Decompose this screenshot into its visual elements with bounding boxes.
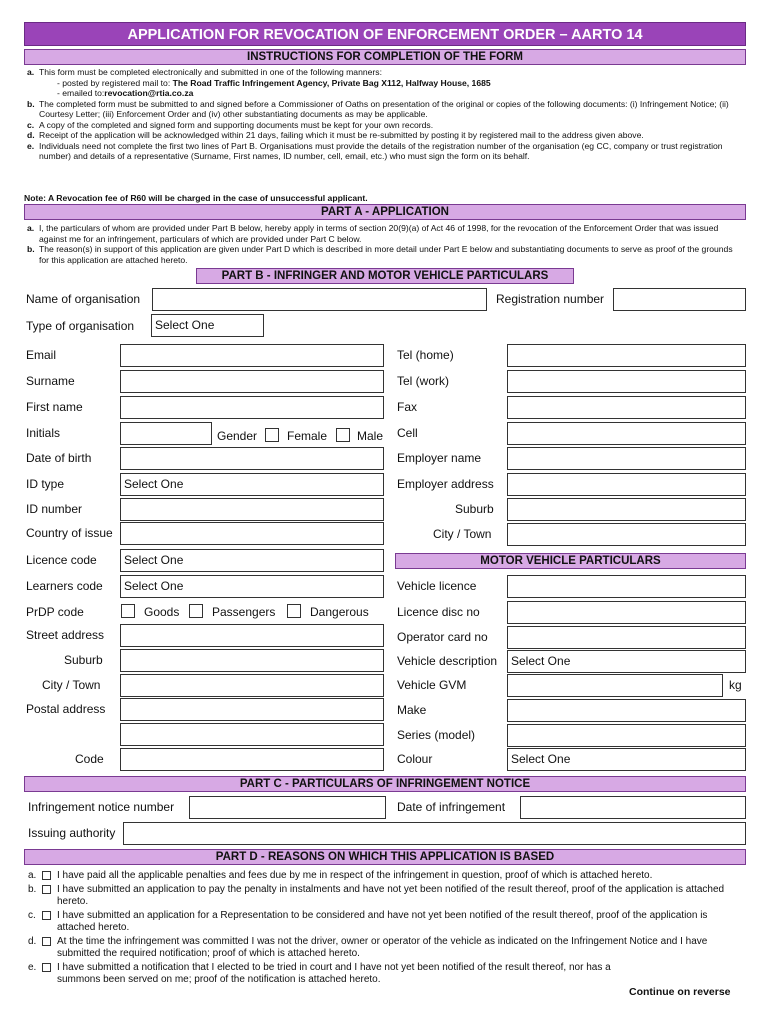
series-model-input[interactable] xyxy=(507,724,746,747)
part-d-heading: PART D - REASONS ON WHICH THIS APPLICATION IS BASED xyxy=(24,849,746,865)
type-of-organisation-select[interactable]: Select One xyxy=(151,314,264,337)
instruction-a-email: - emailed to:revocation@rtia.co.za xyxy=(57,88,194,98)
continue-on-reverse: Continue on reverse xyxy=(629,986,731,998)
instruction-b-key: b. xyxy=(27,98,35,109)
instructions-list xyxy=(27,67,745,162)
employer-city-town-input[interactable] xyxy=(507,523,746,546)
vehicle-description-label: Vehicle description xyxy=(397,654,498,668)
reason-c-checkbox[interactable] xyxy=(42,911,51,920)
fax-input[interactable] xyxy=(507,396,746,419)
reason-d-key: d. xyxy=(28,936,37,947)
email-input[interactable] xyxy=(120,344,384,367)
reason-e-checkbox[interactable] xyxy=(42,963,51,972)
country-of-issue-input[interactable] xyxy=(120,522,384,545)
name-of-organisation-input[interactable] xyxy=(152,288,487,311)
instruction-a-text: This form must be completed electronically and submitted in one of the following manners: xyxy=(39,67,382,77)
surname-label: Surname xyxy=(26,374,75,388)
tel-work-input[interactable] xyxy=(507,370,746,393)
instruction-c xyxy=(27,120,745,131)
licence-code-label: Licence code xyxy=(26,553,97,567)
reason-b-text: I have submitted an application to pay the penalty in instalments and have not yet been notified of the result thereof, proof of the application is attached hereto. xyxy=(57,884,725,907)
instruction-e xyxy=(27,141,745,162)
instruction-c-key: c. xyxy=(27,119,35,130)
reason-b xyxy=(28,884,746,908)
reason-a-checkbox[interactable] xyxy=(42,871,51,880)
id-number-input[interactable] xyxy=(120,498,384,521)
passengers-checkbox[interactable] xyxy=(189,604,203,618)
employer-city-town-label: City / Town xyxy=(433,527,492,541)
date-of-infringement-label: Date of infringement xyxy=(397,800,506,814)
first-name-label: First name xyxy=(26,400,83,414)
cell-input[interactable] xyxy=(507,422,746,445)
country-of-issue-label: Country of issue xyxy=(26,526,113,540)
male-checkbox[interactable] xyxy=(336,428,350,442)
part-a-item-b-text: The reason(s) in support of this application are given under Part D which is described in more detail under Part E below and substantiating documents to serve as proof of the grounds for this application are attached hereto. xyxy=(39,244,733,265)
tel-work-label: Tel (work) xyxy=(397,374,450,388)
part-a-item-a-text: I, the particulars of whom are provided under Part B below, hereby apply in terms of section 20(9)(a) of Act 46 of 1998, for the revocation of the Enforcement Order that was issued against me for an infringement, particulars of which are provided under Part C below. xyxy=(39,223,719,244)
instruction-e-key: e. xyxy=(27,140,35,151)
male-label: Male xyxy=(357,429,384,443)
part-a-item-a-key: a. xyxy=(27,223,35,233)
make-input[interactable] xyxy=(507,699,746,722)
reason-c-key: c. xyxy=(28,910,36,921)
licence-code-select[interactable]: Select One xyxy=(120,549,384,572)
passengers-label: Passengers xyxy=(212,605,276,619)
employer-name-input[interactable] xyxy=(507,447,746,470)
vehicle-gvm-label: Vehicle GVM xyxy=(397,678,467,692)
make-label: Make xyxy=(397,703,427,717)
registration-number-label: Registration number xyxy=(496,292,605,306)
instruction-e-text: Individuals need not complete the first two lines of Part B. Organisations must provide the details of the registration number of the organisation (eg CC, company or trust registration number) and details of a representative (Surname, First names, ID number, cell, email, etc.) who must sign the form on its behalf. xyxy=(39,140,723,161)
motor-vehicle-heading: MOTOR VEHICLE PARTICULARS xyxy=(395,553,746,569)
reason-b-checkbox[interactable] xyxy=(42,885,51,894)
operator-card-no-label: Operator card no xyxy=(397,630,488,644)
instruction-c-text: A copy of the completed and signed form and supporting documents must be kept for your own records. xyxy=(39,119,434,130)
vehicle-licence-label: Vehicle licence xyxy=(397,579,477,593)
cell-label: Cell xyxy=(397,426,418,440)
registration-number-input[interactable] xyxy=(613,288,746,311)
dangerous-label: Dangerous xyxy=(310,605,369,619)
postal-address-line2[interactable] xyxy=(120,723,384,746)
id-type-select[interactable]: Select One xyxy=(120,473,384,496)
city-town-input[interactable] xyxy=(120,674,384,697)
form-title: APPLICATION FOR REVOCATION OF ENFORCEMENT ORDER – AARTO 14 xyxy=(24,22,746,46)
instruction-b xyxy=(27,99,745,120)
instruction-d-text: Receipt of the application will be acknowledged within 21 days, failing which it must be re-submitted by posting it by registered mail to the address given above. xyxy=(39,130,644,140)
vehicle-description-select[interactable]: Select One xyxy=(507,650,746,673)
code-input[interactable] xyxy=(120,748,384,771)
date-of-birth-label: Date of birth xyxy=(26,451,92,465)
tel-home-input[interactable] xyxy=(507,344,746,367)
initials-input[interactable] xyxy=(120,422,212,445)
goods-checkbox[interactable] xyxy=(121,604,135,618)
employer-address-input[interactable] xyxy=(507,473,746,496)
part-a-heading: PART A - APPLICATION xyxy=(24,204,746,220)
infringement-notice-number-input[interactable] xyxy=(189,796,386,819)
instructions-heading: INSTRUCTIONS FOR COMPLETION OF THE FORM xyxy=(24,49,746,65)
suburb-input[interactable] xyxy=(120,649,384,672)
kg-unit-label: kg xyxy=(729,678,742,692)
type-of-organisation-label: Type of organisation xyxy=(26,319,135,333)
surname-input[interactable] xyxy=(120,370,384,393)
instruction-b-text: The completed form must be submitted to and signed before a Commissioner of Oaths on presentation of the original or copies of the following documents: (i) Infringement Notice; (ii) Courtesy Letter; (iii) Enforcement Order and (iv) other substantiating documents as may be applicable. xyxy=(39,98,729,119)
reason-c xyxy=(28,910,746,934)
issuing-authority-label: Issuing authority xyxy=(28,826,116,840)
employer-name-label: Employer name xyxy=(397,451,482,465)
part-d-reasons xyxy=(28,870,746,986)
reason-e-key: e. xyxy=(28,962,37,973)
initials-label: Initials xyxy=(26,426,61,440)
employer-suburb-label: Suburb xyxy=(455,502,494,516)
first-name-input[interactable] xyxy=(120,396,384,419)
reason-d-text: At the time the infringement was committed I was not the driver, owner or operator of the vehicle as indicated on the Infringement Notice and I have submitted the required notification; proof of which is attached hereto. xyxy=(57,936,708,959)
instruction-d xyxy=(27,130,745,141)
reason-a xyxy=(28,870,746,882)
part-a-item-b-key: b. xyxy=(27,244,35,254)
instruction-a xyxy=(27,67,745,78)
reason-e xyxy=(28,962,746,986)
gender-label: Gender xyxy=(217,429,258,443)
reason-a-key: a. xyxy=(28,870,37,881)
infringement-notice-number-label: Infringement notice number xyxy=(28,800,175,814)
colour-label: Colour xyxy=(397,752,433,766)
email-label: Email xyxy=(26,348,57,362)
part-a-item-b xyxy=(27,244,745,265)
instruction-a-post: - posted by registered mail to: The Road Traffic Infringement Agency, Private Bag X112, Halfway House, 1685 xyxy=(57,77,491,88)
suburb-label: Suburb xyxy=(64,653,103,667)
part-c-heading: PART C - PARTICULARS OF INFRINGEMENT NOTICE xyxy=(24,776,746,792)
vehicle-gvm-input[interactable] xyxy=(507,674,723,697)
name-of-organisation-label: Name of organisation xyxy=(26,292,141,306)
learners-code-label: Learners code xyxy=(26,579,103,593)
reason-d xyxy=(28,936,746,960)
instruction-d-key: d. xyxy=(27,130,35,140)
code-label: Code xyxy=(75,752,104,766)
part-b-heading: PART B - INFRINGER AND MOTOR VEHICLE PARTICULARS xyxy=(196,268,574,284)
employer-suburb-input[interactable] xyxy=(507,498,746,521)
series-model-label: Series (model) xyxy=(397,728,476,742)
employer-address-label: Employer address xyxy=(397,477,494,491)
colour-select[interactable]: Select One xyxy=(507,748,746,771)
postal-address-line1[interactable] xyxy=(120,698,384,721)
city-town-label: City / Town xyxy=(42,678,101,692)
date-of-infringement-input[interactable] xyxy=(520,796,746,819)
part-a-item-a xyxy=(27,223,745,244)
learners-code-select[interactable]: Select One xyxy=(120,575,384,598)
female-label: Female xyxy=(287,429,328,443)
instruction-a-key: a. xyxy=(27,67,35,77)
female-checkbox[interactable] xyxy=(265,428,279,442)
id-number-label: ID number xyxy=(26,502,83,516)
licence-disc-no-input[interactable] xyxy=(507,601,746,624)
postal-address-label: Postal address xyxy=(26,702,106,716)
reason-d-checkbox[interactable] xyxy=(42,937,51,946)
vehicle-licence-input[interactable] xyxy=(507,575,746,598)
prdp-code-label: PrDP code xyxy=(26,605,84,619)
reason-a-text: I have paid all the applicable penalties and fees due by me in respect of the infringement in question, proof of which is attached hereto. xyxy=(57,870,653,881)
id-type-label: ID type xyxy=(26,477,65,491)
date-of-birth-input[interactable] xyxy=(120,447,384,470)
dangerous-checkbox[interactable] xyxy=(287,604,301,618)
street-address-input[interactable] xyxy=(120,624,384,647)
operator-card-no-input[interactable] xyxy=(507,626,746,649)
street-address-label: Street address xyxy=(26,628,105,642)
reason-c-text: I have submitted an application for a Representation to be considered and have not yet been notified of the result thereof, proof of the application is attached hereto. xyxy=(57,910,708,933)
fax-label: Fax xyxy=(397,400,418,414)
revocation-fee-note: Note: A Revocation fee of R60 will be charged in the case of unsuccessful applicant. xyxy=(24,193,368,203)
goods-label: Goods xyxy=(144,605,180,619)
reason-e-text: I have submitted a notification that I elected to be tried in court and I have not yet been notified of the result thereof, nor has a summons been served on me; proof of the notification is attached hereto. xyxy=(57,962,611,985)
tel-home-label: Tel (home) xyxy=(397,348,454,362)
reason-b-key: b. xyxy=(28,884,37,895)
issuing-authority-input[interactable] xyxy=(123,822,746,845)
licence-disc-no-label: Licence disc no xyxy=(397,605,480,619)
part-a-list xyxy=(27,223,745,265)
